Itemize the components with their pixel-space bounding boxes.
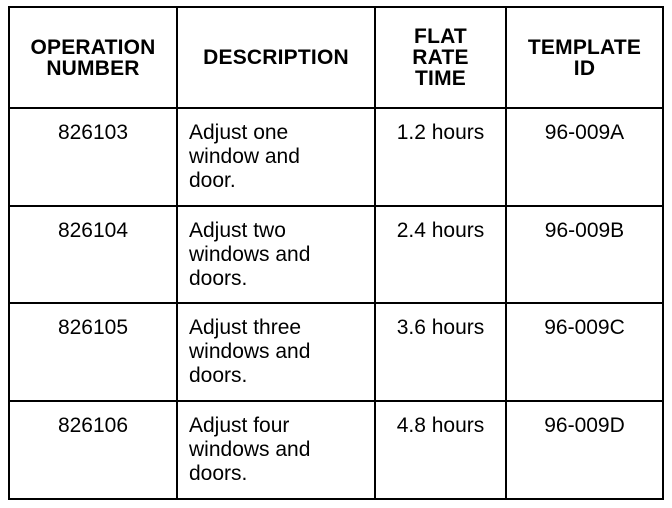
- table-row: [10, 401, 662, 499]
- header-operation-number: [10, 8, 177, 108]
- description-line: doors.: [189, 266, 248, 290]
- header-text: RATE: [412, 46, 469, 69]
- flat-rate-time-cell: 4.8 hours: [375, 401, 506, 499]
- header-text: TIME: [415, 67, 466, 90]
- description-line: windows and: [189, 437, 311, 461]
- description-line: Adjust three: [189, 316, 302, 339]
- header-text: ID: [573, 56, 596, 80]
- table-row: [10, 303, 662, 401]
- template-id-cell: 96-009D: [506, 401, 662, 499]
- header-text: NUMBER: [46, 56, 140, 80]
- description-cell: [177, 303, 375, 401]
- description-line: doors.: [189, 461, 248, 485]
- description-line: Adjust two: [189, 218, 286, 242]
- description-line: Adjust one: [189, 121, 289, 144]
- operation-number-cell: 826106: [10, 401, 177, 499]
- operation-number-cell: 826103: [10, 108, 177, 206]
- description-cell: [177, 108, 375, 206]
- description-line: door.: [189, 169, 236, 192]
- header-text: TEMPLATE: [527, 35, 642, 59]
- template-id-cell: 96-009C: [506, 303, 662, 401]
- flat-rate-time-cell: 1.2 hours: [375, 108, 506, 206]
- table-row: [10, 108, 662, 206]
- table-row: [10, 206, 662, 304]
- header-description: [177, 8, 375, 108]
- header-text: FLAT: [414, 25, 467, 48]
- header-template-id: [506, 8, 662, 108]
- header-text: OPERATION: [30, 35, 156, 59]
- labor-operations-table-frame: [8, 6, 664, 500]
- description-line: windows and: [189, 242, 311, 266]
- header-row: [10, 8, 662, 108]
- labor-operations-table: [10, 8, 662, 498]
- description-cell: [177, 401, 375, 499]
- template-id-cell: 96-009A: [506, 108, 662, 206]
- header-flat-rate-time: [375, 8, 506, 108]
- description-line: doors.: [189, 364, 248, 387]
- operation-number-cell: 826104: [10, 206, 177, 304]
- header-text: DESCRIPTION: [203, 46, 349, 69]
- template-id-cell: 96-009B: [506, 206, 662, 304]
- description-line: windows and: [189, 340, 311, 363]
- description-line: Adjust four: [189, 413, 290, 437]
- operation-number-cell: 826105: [10, 303, 177, 401]
- description-cell: [177, 206, 375, 304]
- flat-rate-time-cell: 2.4 hours: [375, 206, 506, 304]
- flat-rate-time-cell: 3.6 hours: [375, 303, 506, 401]
- description-line: window and: [189, 145, 300, 168]
